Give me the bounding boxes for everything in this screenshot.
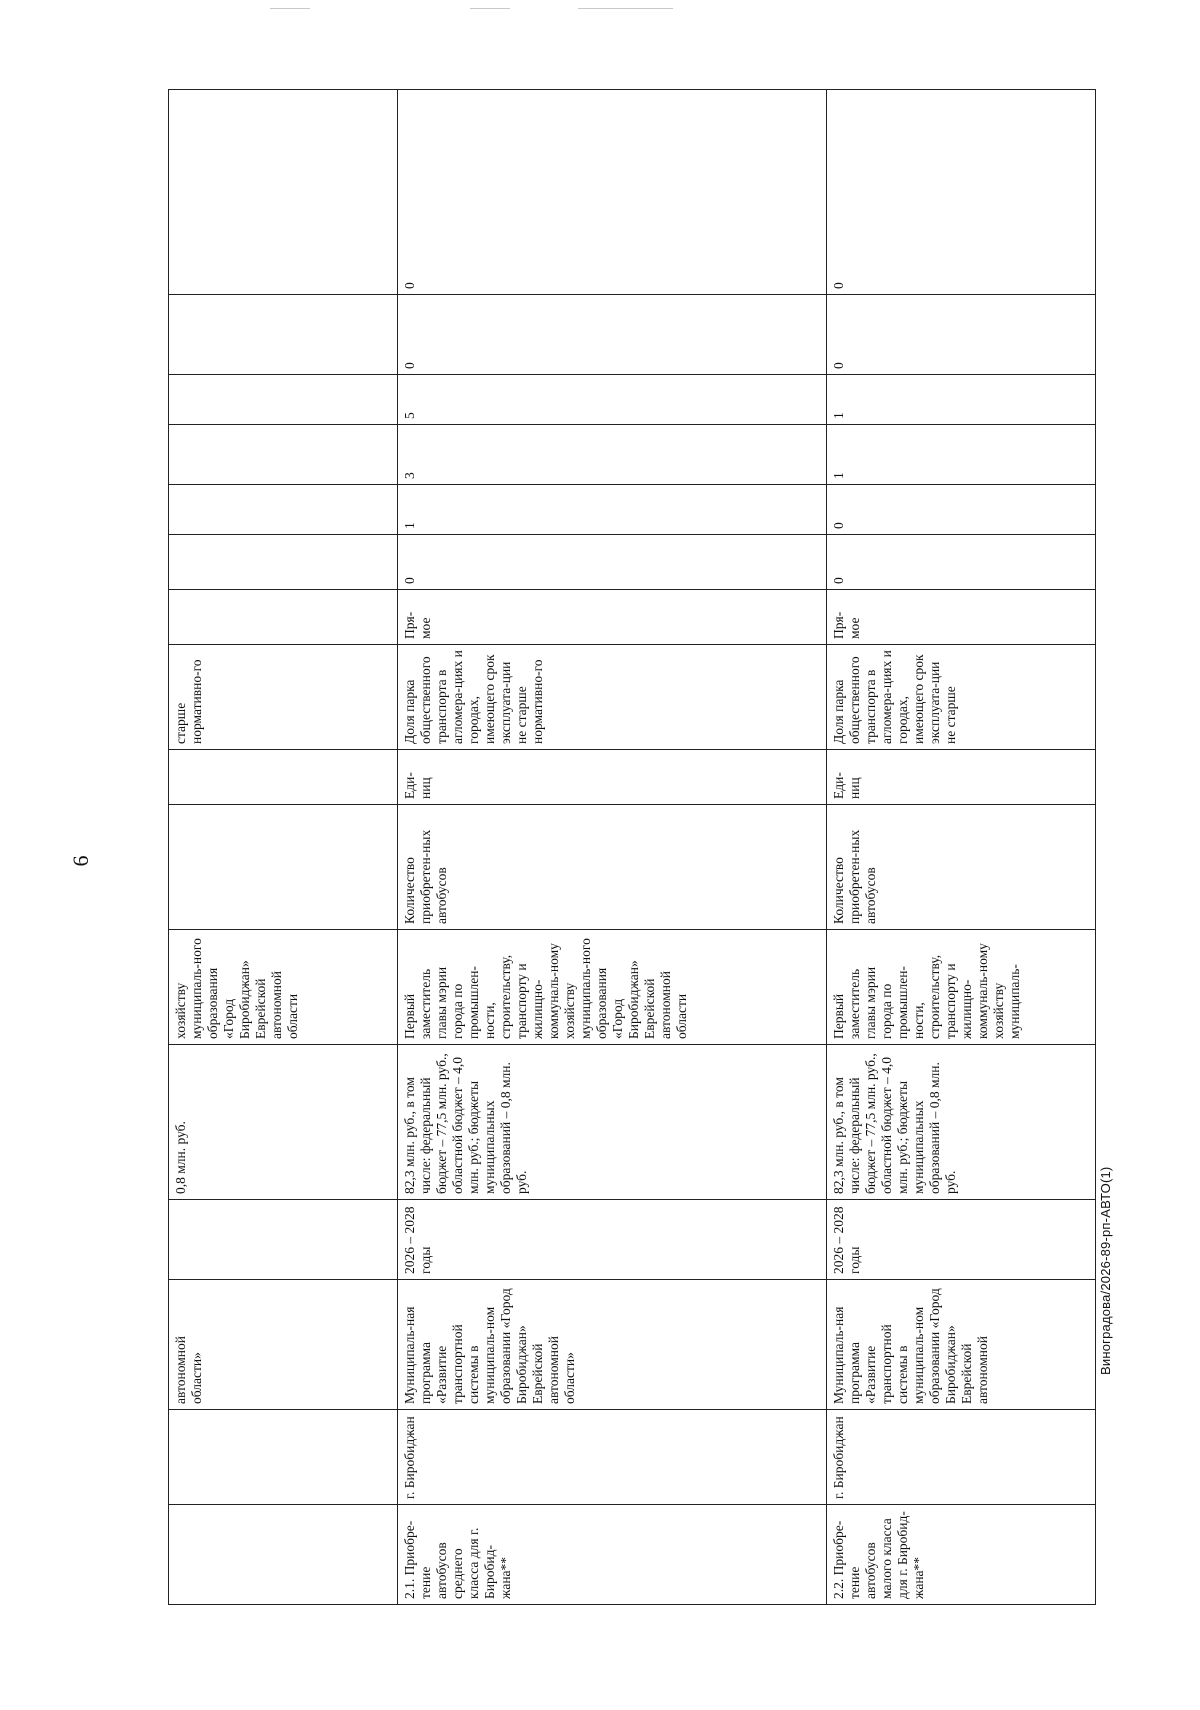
period-cell: 2026 – 2028 годы [398,1200,827,1280]
table-cell: хозяйству муниципаль-ного образования «Город Биробиджан» Еврейской автономной области [169,930,398,1045]
value-cell: 3 [398,425,827,485]
table-row [827,90,1096,1605]
table-cell [169,375,398,425]
value-cell: 5 [398,375,827,425]
unit-cell: Еди-ниц [398,750,827,805]
influence-type-cell: Пря-мое [827,590,1096,645]
indicator-cell: Количество приобретен-ных автобусов [398,805,827,930]
responsible-cell: Первый заместитель главы мэрии города по промышлен-ности, строительству, транспорту и жилищно-коммуналь-ному хозяйству муниципаль- [827,930,1096,1045]
document-footer-id: Виноградова/2026-89-рп-АВТО(1) [1098,1166,1113,1375]
measures-table [168,89,1096,1605]
value-cell: 0 [827,485,1096,535]
table-cell: автономной области» [169,1280,398,1410]
unit-cell: Еди-ниц [827,750,1096,805]
funding-cell: 82,3 млн. руб., в том числе: федеральный бюджет – 77,5 млн. руб., областной бюджет – 4,0 млн. руб.; бюджеты муниципальных образований – 0,8 млн. руб. [827,1045,1096,1200]
value-cell: 0 [398,90,827,295]
table-cell [169,485,398,535]
responsible-cell: Первый заместитель главы мэрии города по промышлен-ности, строительству, транспорту и жилищно-коммуналь-ному хозяйству муниципаль-ного образования «Город Биробиджан» Еврейской автономной области [398,930,827,1045]
table-cell [169,535,398,590]
measure-name-cell: 2.1. Приобре-тение автобусов среднего класса для г. Биробид-жана** [398,1505,827,1605]
table-cell [169,1410,398,1505]
value-cell: 0 [398,295,827,375]
table-cell: старше нормативно-го [169,645,398,750]
table-row [398,90,827,1605]
influence-type-cell: Пря-мое [398,590,827,645]
target-indicator-cell: Доля парка общественного транспорта в агломера-циях и городах, имеющего срок эксплуата-ции не старше [827,645,1096,750]
table-cell [169,90,398,295]
indicator-cell: Количество приобретен-ных автобусов [827,805,1096,930]
value-cell: 0 [827,90,1096,295]
program-cell: Муниципаль-ная программа «Развитие транспортной системы в муниципаль-ном образовании «Город Биробиджан» Еврейской автономной области» [398,1280,827,1410]
target-indicator-cell: Доля парка общественного транспорта в агломера-циях и городах, имеющего срок эксплуата-ции не старше нормативно-го [398,645,827,750]
table-cell [169,805,398,930]
territory-cell: г. Биробиджан [827,1410,1096,1505]
scan-mark [270,8,310,9]
program-cell: Муниципаль-ная программа «Развитие транспортной системы в муниципаль-ном образовании «Город Биробиджан» Еврейской автономной [827,1280,1096,1410]
table-cell [169,425,398,485]
table-cell [169,750,398,805]
value-cell: 0 [827,535,1096,590]
value-cell: 1 [827,425,1096,485]
funding-cell: 82,3 млн. руб., в том числе: федеральный бюджет – 77,5 млн. руб., областной бюджет – 4,0 млн. руб.; бюджеты муниципальных образований – 0,8 млн. руб. [398,1045,827,1200]
rotated-table-container [168,90,1068,1605]
value-cell: 0 [827,295,1096,375]
table-cell [169,295,398,375]
scan-mark [578,8,673,9]
value-cell: 0 [398,535,827,590]
measure-name-cell: 2.2. Приобре-тение автобусов малого класса для г. Биробид-жана** [827,1505,1096,1605]
scan-mark [470,8,510,9]
page-number: 6 [68,855,93,867]
table-cell [169,1200,398,1280]
table-row-continuation [169,90,398,1605]
territory-cell: г. Биробиджан [398,1410,827,1505]
value-cell: 1 [398,485,827,535]
period-cell: 2026 – 2028 годы [827,1200,1096,1280]
value-cell: 1 [827,375,1096,425]
table-cell [169,1505,398,1605]
table-cell: 0,8 млн. руб. [169,1045,398,1200]
table-cell [169,590,398,645]
